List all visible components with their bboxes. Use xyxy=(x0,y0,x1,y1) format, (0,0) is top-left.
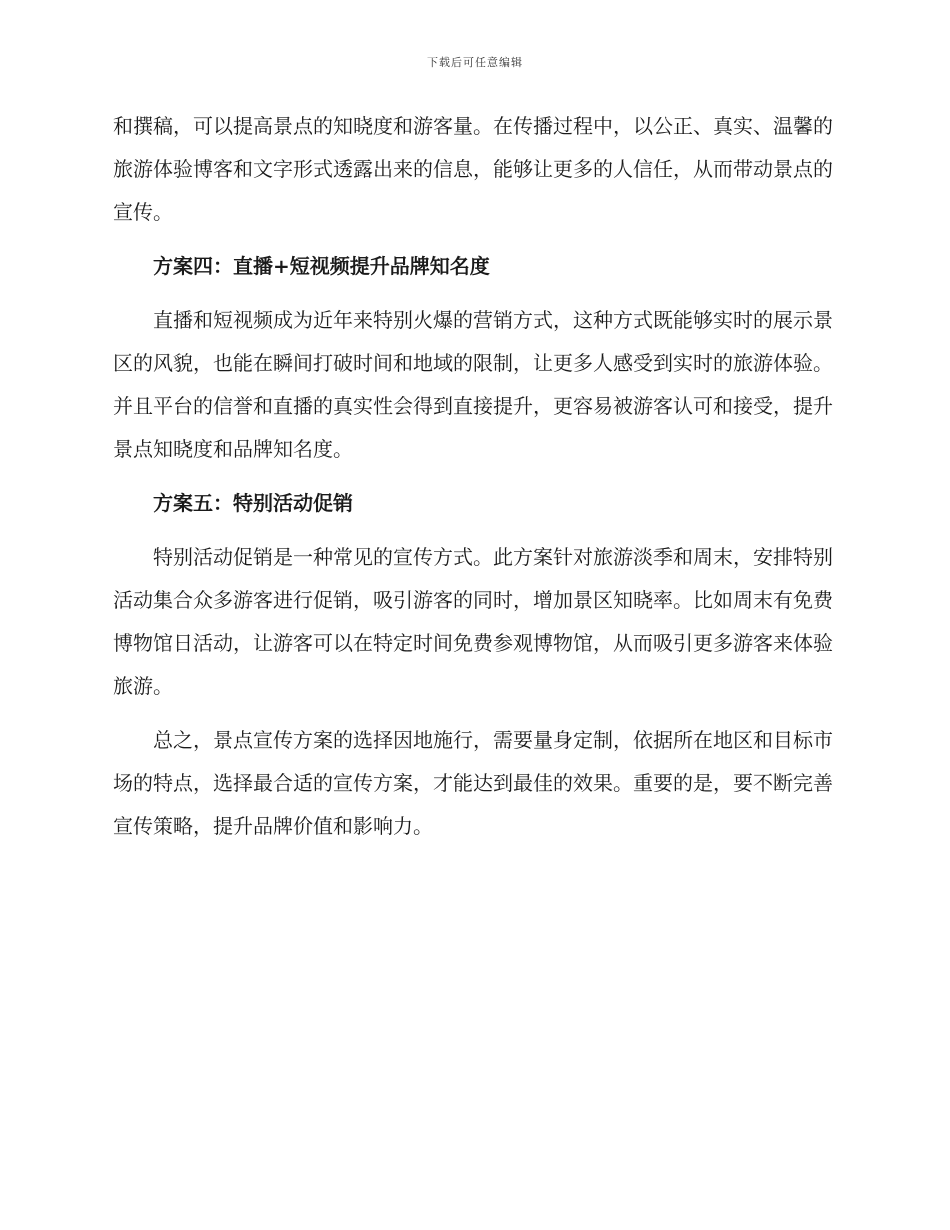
document-body xyxy=(113,105,833,859)
paragraph-plan-five: 特别活动促销是一种常见的宣传方式。此方案针对旅游淡季和周末，安排特别活动集合众多游客进行促销，吸引游客的同时，增加景区知晓率。比如周末有免费博物馆日活动，让游客可以在特定时间免费参观博物馆，从而吸引更多游客来体验旅游。 xyxy=(113,545,833,698)
paragraph-continued: 和撰稿，可以提高景点的知晓度和游客量。在传播过程中，以公正、真实、温馨的旅游体验博客和文字形式透露出来的信息，能够让更多的人信任，从而带动景点的宣传。 xyxy=(113,114,833,224)
paragraph-summary: 总之，景点宣传方案的选择因地施行，需要量身定制，依据所在地区和目标市场的特点，选择最合适的宣传方案，才能达到最佳的效果。重要的是，要不断完善宣传策略，提升品牌价值和影响力。 xyxy=(113,728,833,838)
section-heading-plan-four: 方案四：直播+短视频提升品牌知名度 xyxy=(153,254,490,278)
section-heading-plan-five: 方案五：特别活动促销 xyxy=(153,491,353,515)
header-note: 下载后可任意编辑 xyxy=(427,56,523,69)
paragraph-plan-four: 直播和短视频成为近年来特别火爆的营销方式，这种方式既能够实时的展示景区的风貌，也能在瞬间打破时间和地域的限制，让更多人感受到实时的旅游体验。并且平台的信誉和直播的真实性会得到直接提升，更容易被游客认可和接受，提升景点知晓度和品牌知名度。 xyxy=(113,308,833,461)
